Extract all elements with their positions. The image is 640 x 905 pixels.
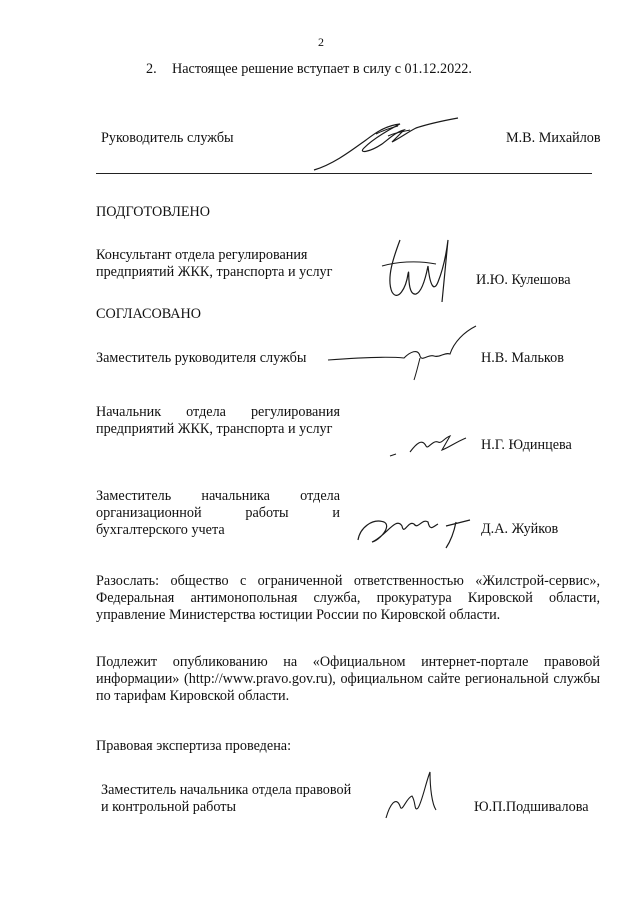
agreed-signer-2-name: Н.Г. Юдинцева [481,437,572,453]
page-number: 2 [318,35,324,49]
agreed-signer-2-signature-icon [386,420,472,460]
clause-text: Настоящее решение вступает в силу с 01.12.2022. [172,61,472,77]
agreed-signer-3-signature-icon [352,506,474,552]
prepared-position-line2: предприятий ЖКК, транспорта и услуг [96,264,333,280]
legal-review-signature-icon [380,768,444,824]
head-signature-icon [304,112,464,178]
agreed-signer-2-position: Начальник отдела регулирования предприятий ЖКК, транспорта и услуг [96,404,340,437]
agreed-signer-1-position: Заместитель руководителя службы [96,350,307,366]
distribution-text: Разослать: общество с ограниченной ответственностью «Жилстрой-сервис», Федеральная антимонопольная служба, прокуратура Кировской области, управление Министерства юстиции России по Кировской области. [96,573,600,623]
prepared-position-line1: Консультант отдела регулирования [96,247,308,263]
prepared-signature-icon [376,226,462,310]
agreed-heading: СОГЛАСОВАНО [96,306,202,322]
prepared-heading: ПОДГОТОВЛЕНО [96,204,210,220]
head-name: М.В. Михайлов [506,130,601,146]
agreed-signer-1-name: Н.В. Мальков [481,350,564,366]
legal-review-position-line1: Заместитель начальника отдела правовой [101,782,352,798]
clause-number: 2. [146,61,157,77]
agreed-signer-3-position: Заместитель начальника отдела организационной работы и бухгалтерского учета [96,488,340,538]
head-position: Руководитель службы [101,130,234,146]
publication-text: Подлежит опубликованию на «Официальном интернет-портале правовой информации» (http://www.pravo.gov.ru), официальном сайте региональной службы по тарифам Кировской области. [96,654,600,704]
prepared-name: И.Ю. Кулешова [476,272,571,288]
legal-review-name: Ю.П.Подшивалова [474,799,589,815]
agreed-signer-1-signature-icon [324,322,484,382]
legal-review-heading: Правовая экспертиза проведена: [96,738,292,754]
agreed-signer-3-name: Д.А. Жуйков [481,521,559,537]
legal-review-position-line2: и контрольной работы [101,799,236,815]
head-divider-line [96,173,592,174]
